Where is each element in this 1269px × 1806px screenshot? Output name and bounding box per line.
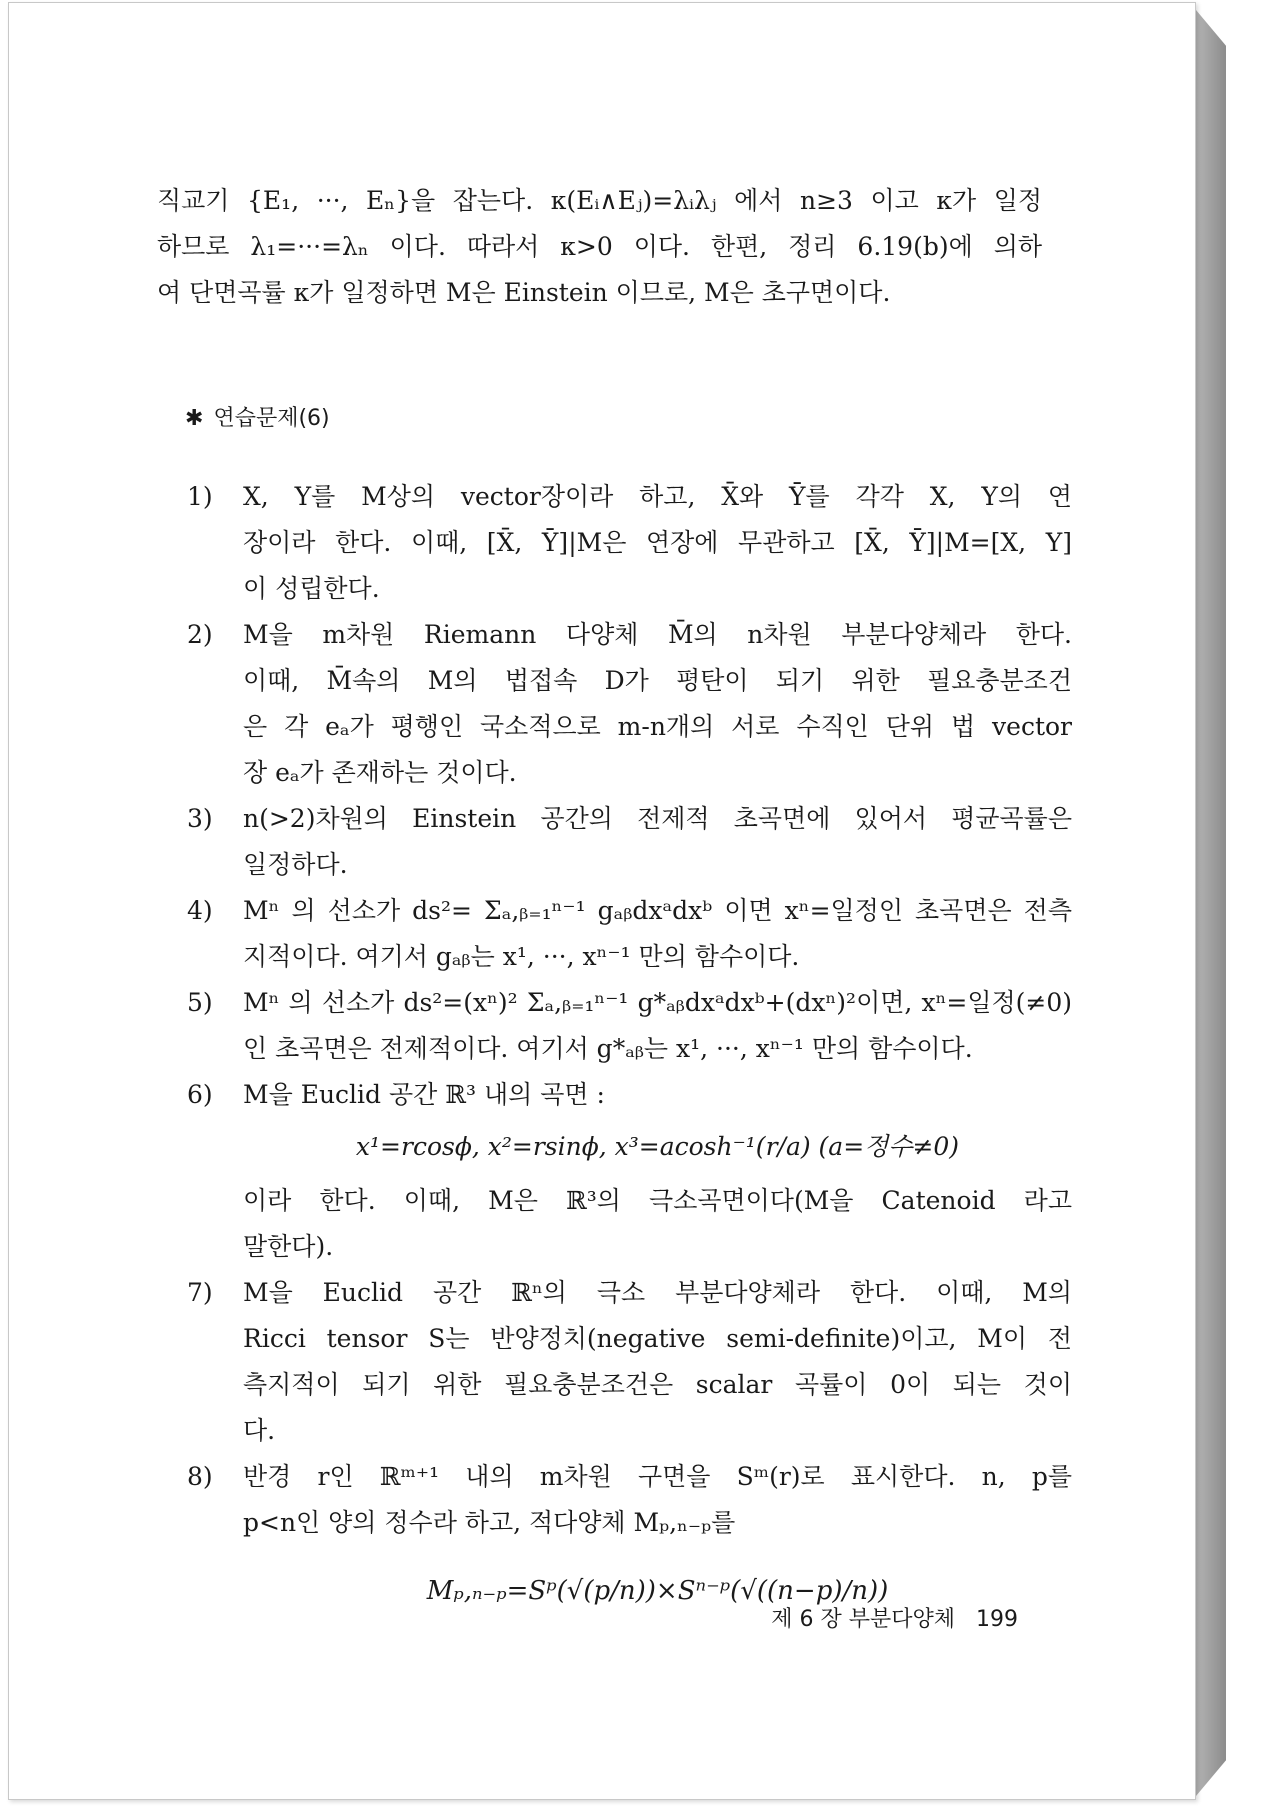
problem-line: p<n인 양의 정수라 하고, 적다양체 Mₚ,ₙ₋ₚ를 bbox=[243, 1508, 736, 1537]
exercise-problem-4 bbox=[187, 888, 1072, 980]
problem-line: n(>2)차원의 Einstein 공간의 전제적 초곡면에 있어서 평균곡률은 bbox=[243, 804, 1072, 833]
asterisk-icon: ✱ bbox=[185, 406, 204, 431]
exercise-problem-1 bbox=[187, 474, 1072, 612]
problem-number: 1) bbox=[187, 482, 213, 511]
problem-line: M을 Euclid 공간 ℝ³ 내의 곡면 : bbox=[243, 1080, 605, 1109]
problem-line: M을 Euclid 공간 ℝⁿ의 극소 부분다양체라 한다. 이때, M의 bbox=[243, 1278, 1072, 1307]
problem-number: 2) bbox=[187, 620, 213, 649]
problem-line: 이때, M̄속의 M의 법접속 D가 평탄이 되기 위한 필요충분조건 bbox=[243, 666, 1072, 695]
product-manifold-formula: Mₚ,ₙ₋ₚ=Sᵖ(√(p/n))×Sⁿ⁻ᵖ(√((n−p)/n)) bbox=[426, 1576, 889, 1606]
page-content bbox=[157, 178, 1072, 1636]
problem-line: Mⁿ 의 선소가 ds²=(xⁿ)² Σₐ,ᵦ₌₁ⁿ⁻¹ g*ₐᵦdxᵃdxᵇ+(dxⁿ)²이면, xⁿ=일정(≠0) bbox=[243, 988, 1072, 1017]
problem-line: 장 eₐ가 존재하는 것이다. bbox=[243, 758, 517, 787]
problem-line: 장이라 한다. 이때, [X̄, Ȳ]|M은 연장에 무관하고 [X̄, Ȳ]|M=[X, Y] bbox=[243, 528, 1072, 557]
chapter-title: 제 6 장 부분다양체 bbox=[771, 1607, 956, 1632]
problem-line: 지적이다. 여기서 gₐᵦ는 x¹, ···, xⁿ⁻¹ 만의 함수이다. bbox=[243, 942, 800, 971]
exercise-problem-2 bbox=[187, 612, 1072, 796]
problem-number: 4) bbox=[187, 896, 213, 925]
page-stack-edge bbox=[1196, 10, 1226, 1796]
problem-line: 일정하다. bbox=[243, 850, 348, 879]
problem-number: 7) bbox=[187, 1278, 213, 1307]
intro-line: 여 단면곡률 κ가 일정하면 M은 Einstein 이므로, M은 초구면이다. bbox=[157, 278, 891, 307]
problem-line: 측지적이 되기 위한 필요충분조건은 scalar 곡률이 0이 되는 것이 bbox=[243, 1370, 1072, 1399]
intro-line: 하므로 λ₁=···=λₙ 이다. 따라서 κ>0 이다. 한편, 정리 6.19(b)에 의하 bbox=[157, 232, 1042, 261]
problem-line: Ricci tensor S는 반양정치(negative semi-definite)이고, M이 전 bbox=[243, 1324, 1072, 1353]
intro-paragraph bbox=[157, 178, 1042, 316]
problem-line: 인 초곡면은 전제적이다. 여기서 g*ₐᵦ는 x¹, ···, xⁿ⁻¹ 만의 함수이다. bbox=[243, 1034, 973, 1063]
exercise-problem-7 bbox=[187, 1270, 1072, 1454]
problem-line: 다. bbox=[243, 1416, 276, 1445]
problem-number: 3) bbox=[187, 804, 213, 833]
problem-line: 이라 한다. 이때, M은 ℝ³의 극소곡면이다(M을 Catenoid 라고 bbox=[243, 1186, 1072, 1215]
intro-line: 직교기 {E₁, ···, Eₙ}을 잡는다. κ(Eᵢ∧Eⱼ)=λᵢλⱼ 에서 n≥3 이고 κ가 일정 bbox=[157, 186, 1042, 215]
problem-line: M을 m차원 Riemann 다양체 M̄의 n차원 부분다양체라 한다. bbox=[243, 620, 1072, 649]
problem-line: X, Y를 M상의 vector장이라 하고, X̄와 Ȳ를 각각 X, Y의 연 bbox=[243, 482, 1072, 511]
page-footer bbox=[738, 1602, 1018, 1633]
problem-line: 반경 r인 ℝᵐ⁺¹ 내의 m차원 구면을 Sᵐ(r)로 표시한다. n, p를 bbox=[243, 1462, 1072, 1491]
exercise-problem-6 bbox=[187, 1072, 1072, 1270]
problem-number: 8) bbox=[187, 1462, 213, 1491]
exercise-problem-8 bbox=[187, 1454, 1072, 1614]
problem-line: 이 성립한다. bbox=[243, 574, 380, 603]
exercise-problem-5 bbox=[187, 980, 1072, 1072]
exercise-section-title bbox=[185, 396, 1042, 442]
problem-number: 6) bbox=[187, 1080, 213, 1109]
section-title-text: 연습문제(6) bbox=[213, 406, 330, 431]
catenoid-formula: x¹=rcosϕ, x²=rsinϕ, x³=acosh⁻¹(r/a) (a=정수≠0) bbox=[355, 1132, 960, 1161]
problem-line: 말한다). bbox=[243, 1232, 334, 1261]
problem-number: 5) bbox=[187, 988, 213, 1017]
page-number: 199 bbox=[976, 1607, 1018, 1632]
problem-line: 은 각 eₐ가 평행인 국소적으로 m-n개의 서로 수직인 단위 법 vector bbox=[243, 712, 1072, 741]
problem-line: Mⁿ 의 선소가 ds²= Σₐ,ᵦ₌₁ⁿ⁻¹ gₐᵦdxᵃdxᵇ 이면 xⁿ=일정인 초곡면은 전측 bbox=[243, 896, 1072, 925]
exercise-problem-3 bbox=[187, 796, 1072, 888]
